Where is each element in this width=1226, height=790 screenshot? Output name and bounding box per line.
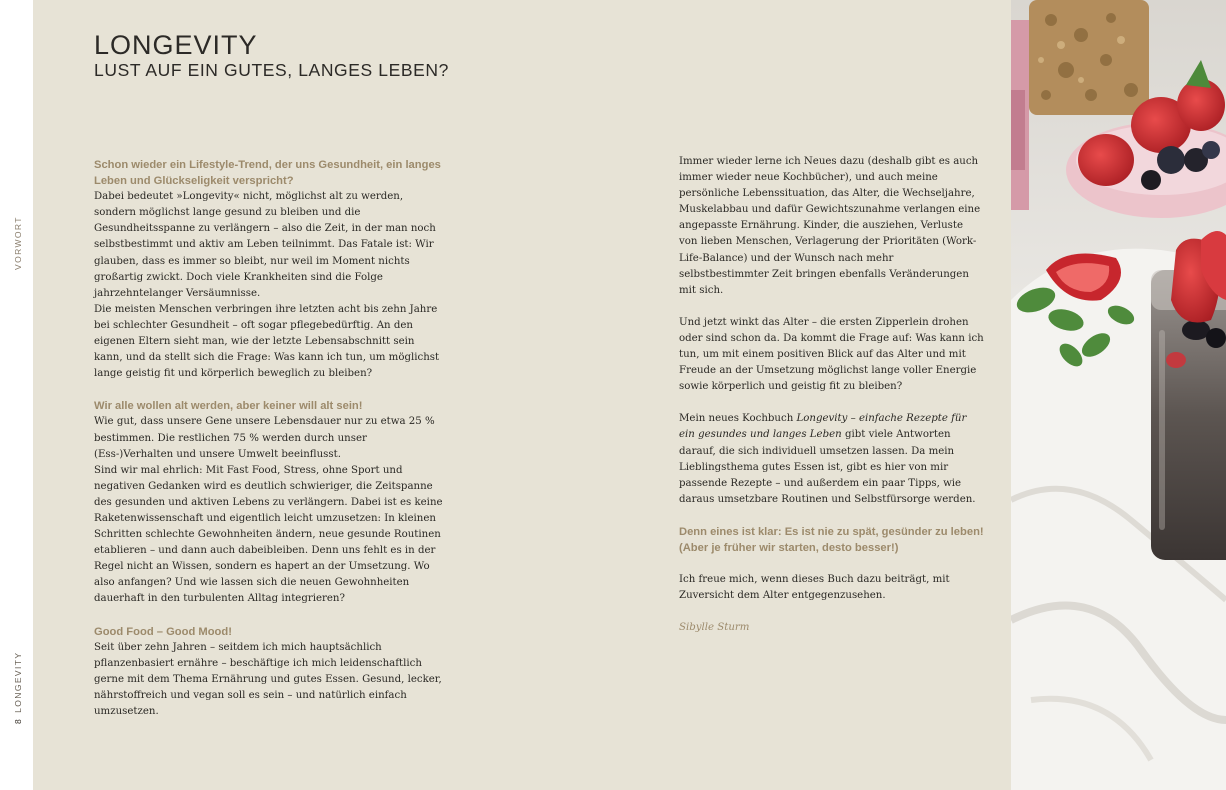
heading-nie-zu-spaet: Denn eines ist klar: Es ist nie zu spät, gesünder zu leben! — [679, 525, 984, 538]
author-signature: Sibylle Sturm — [679, 622, 750, 634]
berries-photo-illustration — [1011, 0, 1226, 790]
food-photo — [1011, 0, 1226, 790]
title-main: LONGEVITY — [94, 30, 258, 60]
left-margin-strip — [0, 0, 33, 790]
page-number: 8 — [13, 717, 23, 724]
left-column — [94, 157, 446, 720]
paragraph: Mein neues Kochbuch Longevity – einfache Rezepte für ein gesundes und langes Leben gibt viele Antworten darauf, die sich individuell umsetzen lassen. Da mein Lieblingsthema gutes Essen ist, gibt es hier von mir passende Rezepte – und außerdem ein paar Tipps, wie daraus umsetzbare Routinen und Selbstfürsorge werden. — [679, 413, 976, 505]
paragraph: Wie gut, dass unsere Gene unsere Lebensdauer nur zu etwa 25 % bestimmen. Die restlichen 75 % werden durch unser (Ess-)Verhalten und unsere Umwelt beeinflusst. — [94, 416, 435, 460]
chapter-running-head: LONGEVITY — [13, 651, 23, 713]
paragraph: Ich freue mich, wenn dieses Buch dazu beiträgt, mit Zuversicht dem Alter entgegenzusehen. — [679, 574, 950, 602]
page-footer — [13, 652, 23, 724]
right-column — [679, 154, 984, 636]
title-subtitle: LUST AUF EIN GUTES, LANGES LEBEN? — [94, 60, 449, 80]
paragraph: Dabei bedeutet »Longevity« nicht, möglichst alt zu werden, sondern möglichst lange gesund zu bleiben und die Gesundheitsspanne zu verlängern – also die Zeit, in der man noch selbstbestimmt und aktiv am Leben teilnimmt. Das Fatale ist: Wir glauben, dass es immer so bleibt, nur weil im Moment nichts großartig zwickt. Doch viele Krankheiten sind die Folge jahrzehntelanger Versäumnisse. — [94, 191, 436, 299]
page-title — [94, 30, 449, 80]
heading-lifestyle-trend: Schon wieder ein Lifestyle-Trend, der uns Gesundheit, ein langes Leben und Glückseligkeit verspricht? — [94, 159, 441, 188]
heading-good-food: Good Food – Good Mood! — [94, 625, 232, 638]
paragraph: Die meisten Menschen verbringen ihre letzten acht bis zehn Jahre bei schlechter Gesundheit – oft sogar pflegebedürftig. An den eigenen Eltern sieht man, wie der letzte Lebensabschnitt sein kann, und da stellt sich die Frage: Was kann ich tun, um möglichst lange geistig fit und körperlich beweglich zu bleiben? — [94, 303, 440, 380]
book-title: Longevity – einfache Rezepte für ein gesundes und langes Leben — [679, 413, 967, 441]
text-page — [33, 0, 1011, 790]
section-running-head: VORWORT — [13, 216, 23, 270]
paragraph: Seit über zehn Jahren – seitdem ich mich hauptsächlich pflanzenbasiert ernähre – beschäftige ich mich leidenschaftlich gerne mit dem Thema Ernährung und gutes Essen. Gesund, lecker, nährstoffreich und vegan soll es sein – und natürlich einfach umzusetzen. — [94, 641, 442, 717]
heading-je-frueher: (Aber je früher wir starten, desto besser!) — [679, 541, 899, 554]
paragraph: Und jetzt winkt das Alter – die ersten Zipperlein drohen oder sind schon da. Da kommt die Frage auf: Was kann ich tun, um mit einem positiven Blick auf das Alter und mit Freude an der Umsetzung möglichst lange voller Energie sowie körperlich und geistig fit zu bleiben? — [679, 316, 984, 393]
paragraph: Sind wir mal ehrlich: Mit Fast Food, Stress, ohne Sport und negativen Gedanken wird es deutlich schwieriger, die Zeitspanne des gesunden und aktiven Lebens zu verlängern. Dabei ist es keine Raketenwissenschaft und eigentlich leicht umzusetzen: In kleinen Schritten schlechte Gewohnheiten ändern, neue gesunde Routinen etablieren – und dann auch dabeibleiben. Denn uns fehlt es in der Regel nicht an Wissen, sondern es hapert an der Umsetzung. Wo also anfangen? Und wie lassen sich die neuen Gewohnheiten dauerhaft in den turbulenten Alltag integrieren? — [94, 464, 443, 605]
paragraph: Immer wieder lerne ich Neues dazu (deshalb gibt es auch immer wieder neue Kochbücher), und auch meine persönliche Lebenssituation, das Alter, die Wechseljahre, Muskelabbau und dafür Gewichtszunahme verlangen eine angepasste Ernährung. Kinder, die ausziehen, Verluste von lieben Menschen, Verlagerung der Prioritäten (Work-Life-Balance) und der Wunsch nach mehr selbstbestimmter Zeit bringen ebenfalls Veränderungen mit sich. — [679, 156, 981, 296]
heading-alt-werden: Wir alle wollen alt werden, aber keiner will alt sein! — [94, 400, 363, 413]
